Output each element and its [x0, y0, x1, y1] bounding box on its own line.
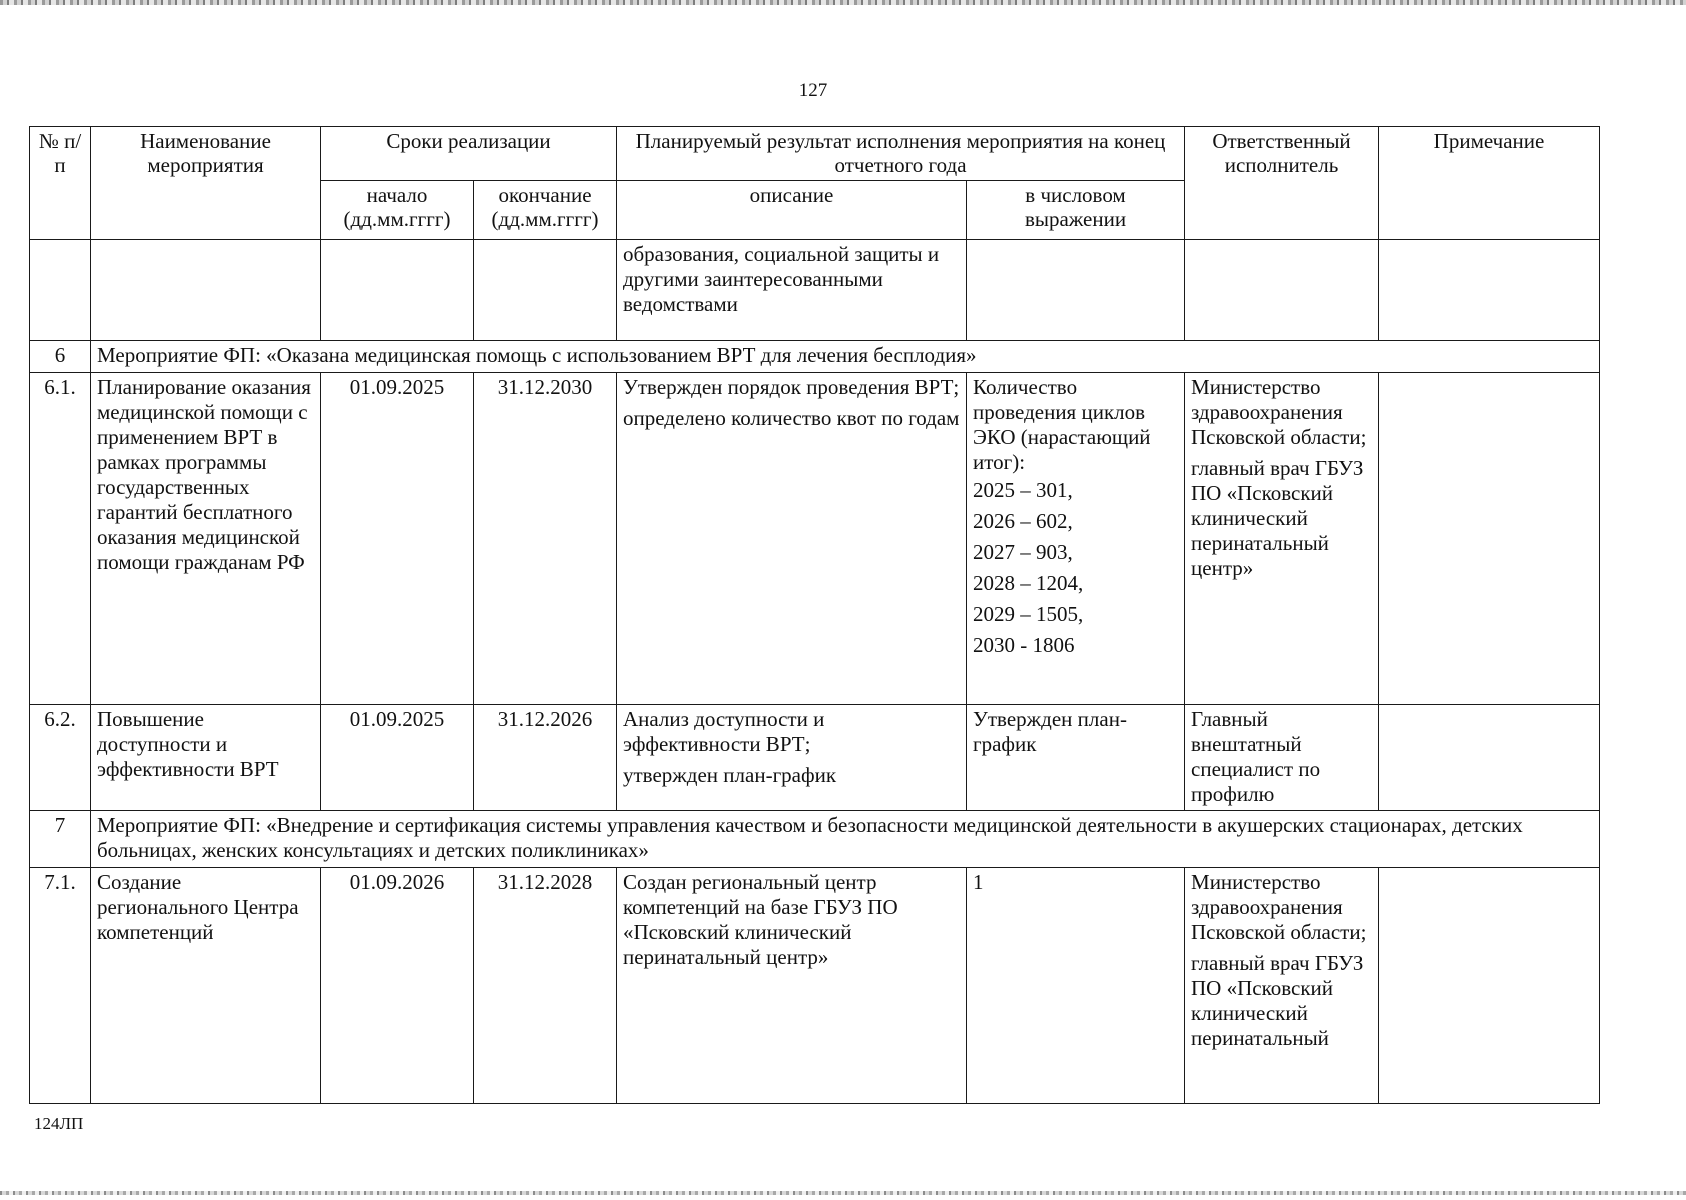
- cell-end: 31.12.2028: [474, 868, 617, 1104]
- cell-note: [1379, 240, 1600, 341]
- cell-description: [617, 705, 967, 811]
- header-terms: Сроки реализации: [321, 127, 617, 181]
- cell-name: Создание регионального Центра компетенций: [91, 868, 321, 1104]
- table-row: [30, 373, 1600, 705]
- description-line: Анализ доступности и эффективности ВРТ;: [623, 707, 825, 756]
- scan-edge-top: [0, 0, 1686, 5]
- cell-value: Утвержден план-график: [967, 705, 1185, 811]
- header-num: № п/п: [30, 127, 91, 240]
- section-row: [30, 341, 1600, 373]
- value-line: 2029 – 1505,: [973, 602, 1084, 626]
- responsible-line: Министерство здравоохранения Псковской области;: [1191, 870, 1367, 944]
- responsible-line: главный врач ГБУЗ ПО «Псковский клинический перинатальный центр»: [1191, 456, 1364, 580]
- value-line: 2027 – 903,: [973, 540, 1073, 564]
- cell-end: 31.12.2026: [474, 705, 617, 811]
- description-line: утвержден план-график: [623, 763, 837, 787]
- value-line: 2030 - 1806: [973, 633, 1075, 657]
- cell-value: [967, 240, 1185, 341]
- cell-value: [967, 373, 1185, 705]
- cell-start: 01.09.2025: [321, 373, 474, 705]
- table-row: [30, 705, 1600, 811]
- header-end: окончание (дд.мм.гггг): [474, 181, 617, 240]
- cell-start: 01.09.2025: [321, 705, 474, 811]
- header-responsible: Ответственный исполнитель: [1185, 127, 1379, 240]
- cell-name: Повышение доступности и эффективности ВРТ: [91, 705, 321, 811]
- section-title: Мероприятие ФП: «Внедрение и сертификация системы управления качеством и безопасности медицинской деятельности в акушерских стационарах, детских больницах, женских консультациях и детских поликлиниках»: [91, 811, 1600, 868]
- section-num: 6: [30, 341, 91, 373]
- cell-note: [1379, 373, 1600, 705]
- header-row: [30, 127, 1600, 181]
- header-note: Примечание: [1379, 127, 1600, 240]
- responsible-line: Министерство здравоохранения Псковской области;: [1191, 375, 1367, 449]
- description-line: Утвержден порядок проведения ВРТ;: [623, 375, 960, 399]
- cell-num: 6.1.: [30, 373, 91, 705]
- cell-description: Создан региональный центр компетенций на базе ГБУЗ ПО «Псковский клинический перинатальный центр»: [617, 868, 967, 1104]
- header-result: Планируемый результат исполнения мероприятия на конец отчетного года: [617, 127, 1185, 181]
- header-description: описание: [617, 181, 967, 240]
- section-num: 7: [30, 811, 91, 868]
- cell-description: [617, 373, 967, 705]
- measures-table: [29, 126, 1600, 1104]
- description-line: определено количество квот по годам: [623, 406, 960, 430]
- responsible-line: главный врач ГБУЗ ПО «Псковский клинический перинатальный: [1191, 951, 1364, 1050]
- cell-name: Планирование оказания медицинской помощи с применением ВРТ в рамках программы государственных гарантий бесплатного оказания медицинской помощи гражданам РФ: [91, 373, 321, 705]
- scan-edge-bottom: [0, 1191, 1686, 1195]
- header-start: начало (дд.мм.гггг): [321, 181, 474, 240]
- table-row: [30, 868, 1600, 1104]
- value-heading: Количество проведения циклов ЭКО (нарастающий итог):: [973, 375, 1151, 474]
- cell-start: 01.09.2026: [321, 868, 474, 1104]
- cell-num: [30, 240, 91, 341]
- cell-note: [1379, 868, 1600, 1104]
- cell-start: [321, 240, 474, 341]
- cell-end: [474, 240, 617, 341]
- value-line: 2028 – 1204,: [973, 571, 1084, 595]
- cell-responsible: [1185, 240, 1379, 341]
- cell-num: 6.2.: [30, 705, 91, 811]
- section-row: [30, 811, 1600, 868]
- header-numeric: в числовом выражении: [967, 181, 1185, 240]
- cell-responsible: Главный внештатный специалист по профилю: [1185, 705, 1379, 811]
- cell-num: 7.1.: [30, 868, 91, 1104]
- cell-responsible: [1185, 868, 1379, 1104]
- section-title: Мероприятие ФП: «Оказана медицинская помощь с использованием ВРТ для лечения бесплодия»: [91, 341, 1600, 373]
- cell-name: [91, 240, 321, 341]
- cell-responsible: [1185, 373, 1379, 705]
- cell-description: образования, социальной защиты и другими заинтересованными ведомствами: [617, 240, 967, 341]
- header-name: Наименование мероприятия: [91, 127, 321, 240]
- value-line: 2025 – 301,: [973, 478, 1073, 502]
- value-line: 2026 – 602,: [973, 509, 1073, 533]
- cell-value: 1: [967, 868, 1185, 1104]
- table-row: [30, 240, 1600, 341]
- cell-note: [1379, 705, 1600, 811]
- page-number: 127: [798, 80, 828, 101]
- cell-end: 31.12.2030: [474, 373, 617, 705]
- document-code: 124ЛП: [34, 1114, 84, 1133]
